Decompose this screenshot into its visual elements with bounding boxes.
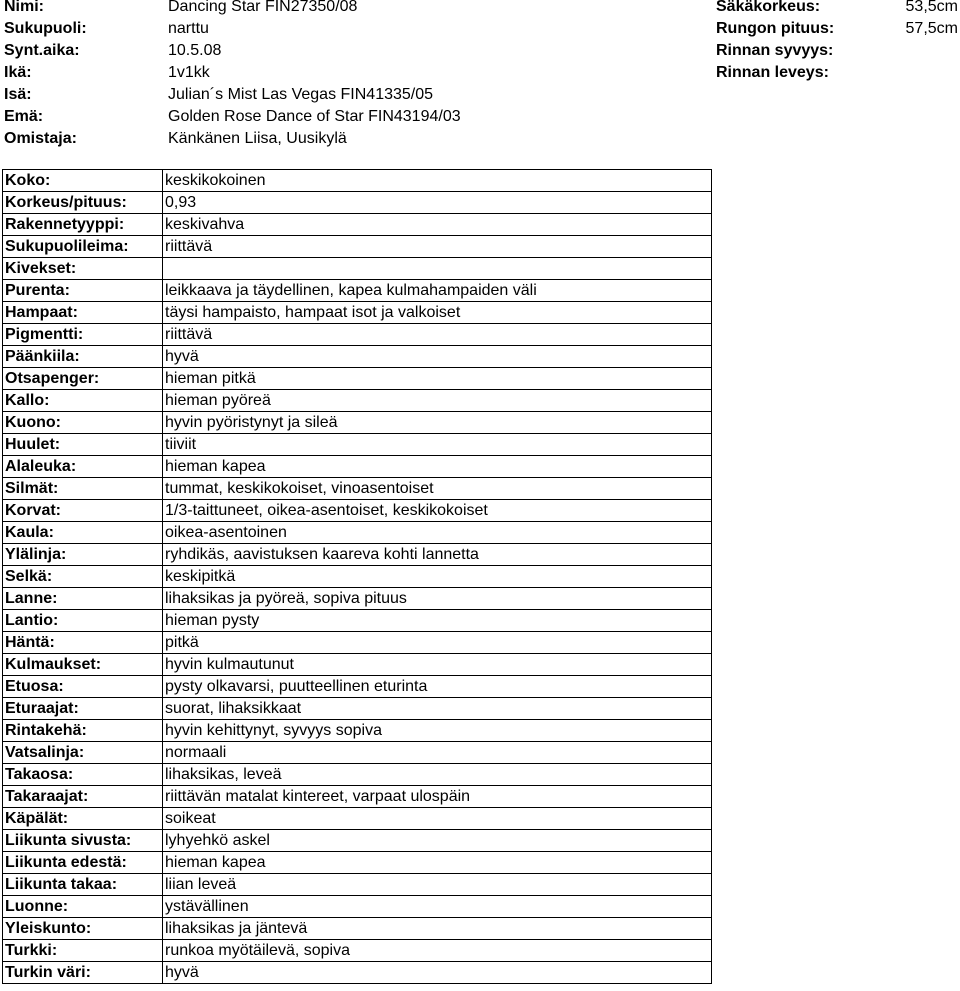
row-value: ystävällinen (163, 896, 712, 918)
row-label: Selkä: (3, 566, 163, 588)
row-label: Otsapenger: (3, 368, 163, 390)
table-row (3, 302, 712, 324)
table-row (3, 236, 712, 258)
row-value: hieman kapea (163, 852, 712, 874)
row-value: riittävän matalat kintereet, varpaat ulospäin (163, 786, 712, 808)
row-label: Silmät: (3, 478, 163, 500)
table-row (3, 566, 712, 588)
row-value: hyvä (163, 346, 712, 368)
table-row (3, 412, 712, 434)
measure-label-chest-width: Rinnan leveys: (716, 64, 829, 81)
table-row (3, 764, 712, 786)
table-row (3, 610, 712, 632)
row-label: Turkki: (3, 940, 163, 962)
table-row (3, 852, 712, 874)
table-row (3, 676, 712, 698)
row-label: Pigmentti: (3, 324, 163, 346)
row-value: 1/3-taittuneet, oikea-asentoiset, keskikokoiset (163, 500, 712, 522)
measure-label-height: Säkäkorkeus: (716, 0, 821, 15)
row-label: Liikunta sivusta: (3, 830, 163, 852)
row-value: hyvin pyöristynyt ja sileä (163, 412, 712, 434)
table-row (3, 346, 712, 368)
row-value: lihaksikas ja jäntevä (163, 918, 712, 940)
header-value: 10.5.08 (168, 42, 222, 59)
row-label: Rintakehä: (3, 720, 163, 742)
table-row (3, 698, 712, 720)
row-label: Hampaat: (3, 302, 163, 324)
row-value: hyvä (163, 962, 712, 984)
table-row (3, 192, 712, 214)
row-label: Sukupuolileima: (3, 236, 163, 258)
table-row (3, 522, 712, 544)
row-value: pysty olkavarsi, puutteellinen eturinta (163, 676, 712, 698)
row-value: liian leveä (163, 874, 712, 896)
table-row (3, 500, 712, 522)
row-value: lyhyehkö askel (163, 830, 712, 852)
table-row (3, 456, 712, 478)
table-row (3, 962, 712, 984)
row-value: hyvin kulmautunut (163, 654, 712, 676)
table-row (3, 742, 712, 764)
measure-label-chest-depth: Rinnan syvyys: (716, 42, 834, 59)
row-value: runkoa myötäilevä, sopiva (163, 940, 712, 962)
row-value: riittävä (163, 324, 712, 346)
table-row (3, 478, 712, 500)
table-row (3, 324, 712, 346)
table-row (3, 280, 712, 302)
table-row (3, 390, 712, 412)
row-value: tummat, keskikokoiset, vinoasentoiset (163, 478, 712, 500)
row-value: normaali (163, 742, 712, 764)
table-row (3, 214, 712, 236)
measure-value-height: 53,5cm (905, 0, 958, 15)
table-row (3, 368, 712, 390)
row-value: oikea-asentoinen (163, 522, 712, 544)
row-label: Korvat: (3, 500, 163, 522)
row-value: hieman pyöreä (163, 390, 712, 412)
row-label: Lantio: (3, 610, 163, 632)
row-label: Takaraajat: (3, 786, 163, 808)
row-label: Kivekset: (3, 258, 163, 280)
row-label: Lanne: (3, 588, 163, 610)
header-value: Dancing Star FIN27350/08 (168, 0, 358, 15)
row-value: lihaksikas ja pyöreä, sopiva pituus (163, 588, 712, 610)
row-label: Päänkiila: (3, 346, 163, 368)
table-row (3, 940, 712, 962)
row-label: Käpälät: (3, 808, 163, 830)
row-value: riittävä (163, 236, 712, 258)
row-value: 0,93 (163, 192, 712, 214)
row-label: Luonne: (3, 896, 163, 918)
row-label: Ylälinja: (3, 544, 163, 566)
row-label: Purenta: (3, 280, 163, 302)
table-row (3, 720, 712, 742)
row-value: keskikokoinen (163, 170, 712, 192)
header-label: Isä: (4, 86, 32, 103)
table-row (3, 258, 712, 280)
row-value: täysi hampaisto, hampaat isot ja valkoiset (163, 302, 712, 324)
row-value: pitkä (163, 632, 712, 654)
row-value: hieman pitkä (163, 368, 712, 390)
table-row (3, 874, 712, 896)
table-row (3, 918, 712, 940)
row-label: Huulet: (3, 434, 163, 456)
row-label: Takaosa: (3, 764, 163, 786)
header-value: 1v1kk (168, 64, 210, 81)
row-label: Häntä: (3, 632, 163, 654)
row-value: ryhdikäs, aavistuksen kaareva kohti lannetta (163, 544, 712, 566)
row-value: keskipitkä (163, 566, 712, 588)
row-value: keskivahva (163, 214, 712, 236)
row-value: leikkaava ja täydellinen, kapea kulmahampaiden väli (163, 280, 712, 302)
row-label: Koko: (3, 170, 163, 192)
row-label: Etuosa: (3, 676, 163, 698)
row-value: suorat, lihaksikkaat (163, 698, 712, 720)
measure-label-body-length: Rungon pituus: (716, 20, 835, 37)
row-label: Korkeus/pituus: (3, 192, 163, 214)
table-row (3, 588, 712, 610)
row-value: hieman kapea (163, 456, 712, 478)
table-row (3, 654, 712, 676)
table-row (3, 170, 712, 192)
row-label: Vatsalinja: (3, 742, 163, 764)
row-label: Rakennetyyppi: (3, 214, 163, 236)
table-row (3, 808, 712, 830)
row-label: Kulmaukset: (3, 654, 163, 676)
row-value (163, 258, 712, 280)
row-value: hieman pysty (163, 610, 712, 632)
table-row (3, 632, 712, 654)
header-label: Sukupuoli: (4, 20, 87, 37)
row-label: Kuono: (3, 412, 163, 434)
evaluation-table (2, 169, 712, 984)
header-value: Julian´s Mist Las Vegas FIN41335/05 (168, 86, 434, 103)
header-label: Emä: (4, 108, 44, 125)
row-label: Turkin väri: (3, 962, 163, 984)
table-row (3, 896, 712, 918)
header-label: Nimi: (4, 0, 44, 15)
table-row (3, 786, 712, 808)
row-label: Liikunta takaa: (3, 874, 163, 896)
row-label: Alaleuka: (3, 456, 163, 478)
row-label: Kallo: (3, 390, 163, 412)
header-label: Omistaja: (4, 130, 77, 147)
header-value: Känkänen Liisa, Uusikylä (168, 130, 347, 147)
row-value: soikeat (163, 808, 712, 830)
header-label: Ikä: (4, 64, 32, 81)
row-value: hyvin kehittynyt, syvyys sopiva (163, 720, 712, 742)
table-row (3, 830, 712, 852)
table-row (3, 544, 712, 566)
table-row (3, 434, 712, 456)
header-label: Synt.aika: (4, 42, 80, 59)
header-value: Golden Rose Dance of Star FIN43194/03 (168, 108, 461, 125)
row-label: Liikunta edestä: (3, 852, 163, 874)
row-label: Eturaajat: (3, 698, 163, 720)
header-value: narttu (168, 20, 209, 37)
row-label: Kaula: (3, 522, 163, 544)
row-label: Yleiskunto: (3, 918, 163, 940)
measure-value-body-length: 57,5cm (905, 20, 958, 37)
row-value: tiiviit (163, 434, 712, 456)
row-value: lihaksikas, leveä (163, 764, 712, 786)
